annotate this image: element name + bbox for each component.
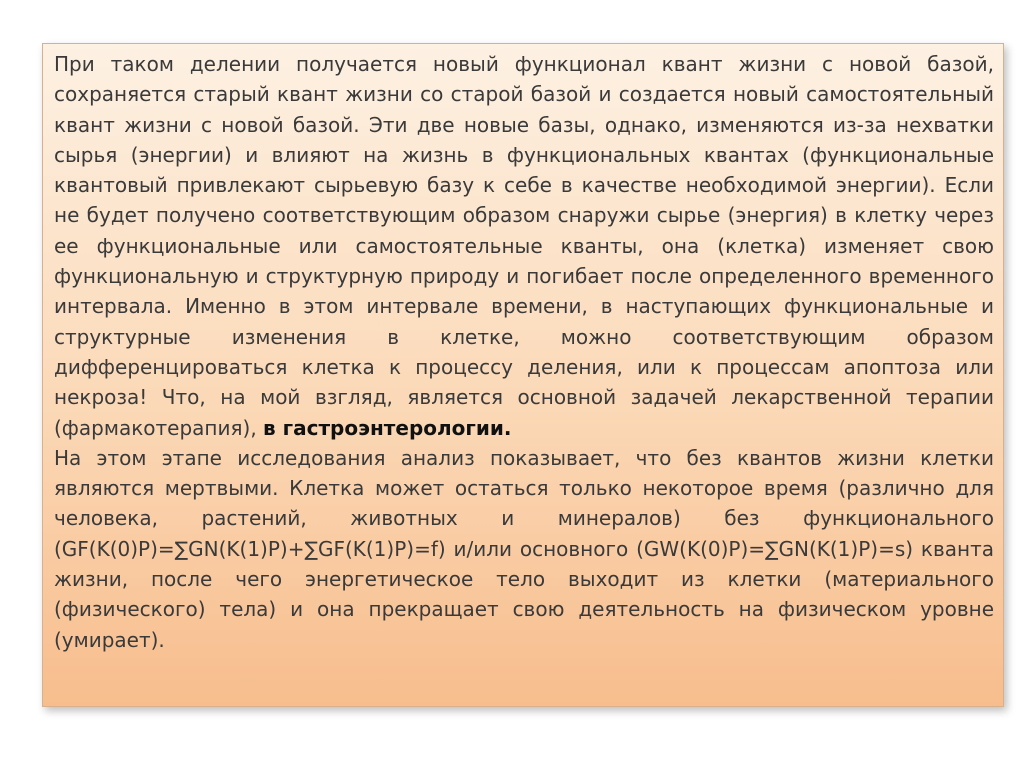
paragraph-2-text: На этом этапе исследования анализ показывает, что без квантов жизни клетки являются мертвыми. Клетка может остаться только некоторое время (различно для человека, растений, животных и минералов) без функционального (GF(K(0)P)=∑GN(K(1)P)+∑GF(K(1)P)=f) и/или основного (GW(K(0)P)=∑GN(K(1)P)=s) кванта жизни, после чего энергетическое тело выходит из клетки (материального (физического) тела) и она прекращает свою деятельность на физическом уровне (умирает).: [54, 445, 994, 652]
paragraph-1-text: При таком делении получается новый функционал квант жизни с новой базой, сохраняется старый квант жизни со старой базой и создается новый самостоятельный квант жизни с новой базой. Эти две новые базы, однако, изменяются из-за нехватки сырья (энергии) и влияют на жизнь в функциональных квантах (функциональные квантовый привлекают сырьевую базу к себе в качестве необходимой энергии). Если не будет получено соответствующим образом снаружи сырье (энергия) в клетку через ее функциональные или самостоятельные кванты, она (клетка) изменяет свою функциональную и структурную природу и погибает после определенного временного интервала. Именно в этом интервале времени, в наступающих функциональные и структурные изменения в клетке, можно соответствующим образом дифференцироваться клетка к процессу деления, или к процессам апоптоза или некроза! Что, на мой взгляд, является основной задачей лекарственной терапии (фармакотерапия),: [54, 52, 994, 440]
slide-text-body: [54, 49, 994, 655]
paragraph-1: [54, 49, 994, 443]
paragraph-1-bold-text: в гастроэнтерологии.: [263, 415, 512, 440]
paragraph-2: [54, 443, 994, 655]
